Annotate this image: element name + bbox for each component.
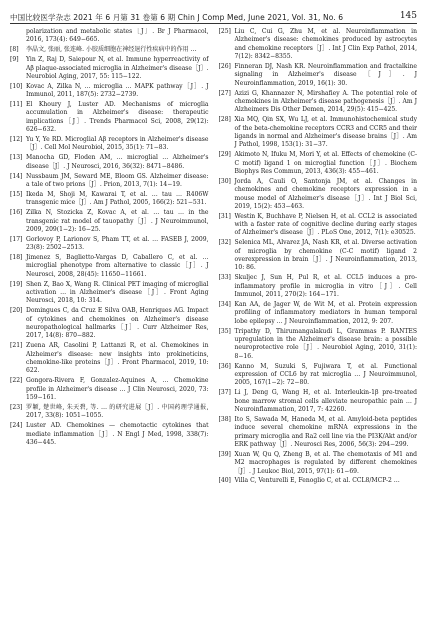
reference-number: [21] <box>10 342 23 350</box>
reference-number: [40] <box>218 477 231 485</box>
reference-number: [26] <box>218 62 231 70</box>
reference-number: [19] <box>10 280 23 288</box>
reference-entry <box>219 63 418 88</box>
reference-text: Tripathy D, Thirumangalakudi L, Grammas P. RANTES upregulation in the Alzheimer's disease brain: a possible neuroprotective role［J］. Neurobiol Aging, 2010, 31(1): 8−16. <box>234 327 417 360</box>
reference-entry <box>10 404 209 421</box>
reference-entry <box>10 236 209 253</box>
reference-number: [20] <box>10 307 23 315</box>
reference-text: Xia MQ, Qin SX, Wu LJ, et al. Immunohistochemical study of the beta-chemokine receptors CCR3 and CCR5 and their ligands in normal and Alzheimer's disease brains［J］. Am J Pathol, 1998, 153(1): 31−37. <box>234 116 417 149</box>
reference-text: Yu Y, Ye RD. Microglial Aβ receptors in Alzheimer's disease［J］. Cell Mol Neurobiol, 2015, 35(1): 71−83. <box>26 136 209 152</box>
reference-entry <box>219 301 418 326</box>
header-rule <box>10 23 417 24</box>
reference-number: [15] <box>10 190 23 198</box>
reference-text: 罗颖, 楚世峰, 朱天碧, 等. … 的研究进展［J］. 中国药理学通报, 2017, 33(8): 1051−1055. <box>26 403 209 420</box>
reference-entry <box>219 178 418 211</box>
reference-number: [16] <box>10 209 23 217</box>
reference-number: [22] <box>10 377 23 385</box>
reference-entry <box>219 416 418 449</box>
reference-entry <box>10 377 209 402</box>
reference-number: [28] <box>218 116 231 124</box>
reference-number: [23] <box>10 403 23 411</box>
reference-text: Domingues C, da Cruz E Silva OAB, Henriques AG. Impact of cytokines and chemokines on Alzheimer's disease neuropathological hallmarks［J］. Curr Alzheimer Res, 2017, 14(8): 870−882. <box>26 307 209 340</box>
reference-text: 李晶文, 张丽, 张连峰. 小胶质细胞在神经退行性疾病中的作用 … <box>26 46 197 54</box>
reference-text: Jorda A, Cauli O, Santonja JM, et al. Changes in chemokines and chemokine receptors expression in a mouse model of Alzheimer's disease［J］. Int J Biol Sci, 2019, 15(2): 453−463. <box>234 177 417 210</box>
reference-text: Kovac A, Zilka N, … microglia … MAPK pathway［J］. J Immunol, 2011, 187(5): 2732−2739. <box>26 82 209 99</box>
reference-number: [34] <box>218 301 231 308</box>
reference-number: [36] <box>218 362 231 370</box>
reference-entry <box>10 254 209 279</box>
reference-entry <box>10 83 209 100</box>
reference-number: [10] <box>10 82 23 90</box>
reference-entry <box>10 173 209 190</box>
reference-number: [11] <box>10 101 23 109</box>
reference-entry <box>10 209 209 234</box>
reference-text: Kanno M, Suzuki S, Fujiwara T, et al. Functional expression of CCL6 by rat microglia … J Neuroimmunol, 2005, 167(1−2): 72−80. <box>234 362 417 387</box>
page-number: 145 <box>399 11 417 21</box>
reference-text: Westin K, Buchhave P, Nielsen H, et al. CCL2 is associated with a faster rate of cognitive decline during early stages of Alzheimer's disease［J］. PLoS One, 2012, 7(1): e30525. <box>234 212 417 237</box>
reference-entry <box>10 101 209 134</box>
reference-entry <box>219 389 418 414</box>
reference-text: Nussbaum JM, Seward ME, Bloom GS. Alzheimer disease: a tale of two prions［J］. Prion, 2013, 7(1): 14−19. <box>26 172 209 188</box>
reference-number: [18] <box>10 254 23 262</box>
reference-entry <box>10 191 209 208</box>
reference-number: [9] <box>10 56 19 64</box>
reference-entry <box>10 422 209 447</box>
reference-entry <box>219 239 418 272</box>
reference-entry <box>219 213 418 238</box>
reference-number: [37] <box>218 389 231 397</box>
reference-entry <box>219 274 418 299</box>
reference-number: [35] <box>218 327 231 335</box>
reference-text: Li J, Deng G, Wang H, et al. Interleukin-1β pre-treated bone marrow stromal cells alleviate neuropathic pain … J Neuroinflammation, 2017, 7: 42260. <box>234 389 417 413</box>
reference-entry <box>10 56 209 81</box>
reference-number: [33] <box>218 274 231 282</box>
reference-continuation <box>10 28 209 45</box>
right-column <box>219 28 418 619</box>
reference-entry <box>10 281 209 306</box>
reference-text: Liu C, Cui G, Zhu M, et al. Neuroinflammation in Alzheimer's disease: chemokines produced by astrocytes and chemokine receptors［J］. Int J Clin Exp Pathol, 2014, 7(12): 8342−8355. <box>234 28 417 61</box>
reference-text: Shen Z, Bao X, Wang R. Clinical PET imaging of microglial activation … in Alzheimer's disease［J］. Front Aging Neurosci, 2018, 10: 314. <box>26 280 209 305</box>
left-column <box>10 28 209 619</box>
reference-text: Luster AD. Chemokines — chemotactic cytokines that mediate inflammation［J］. N Engl J Med, 1998, 338(7): 436−445. <box>26 422 209 446</box>
reference-text: Akimoto N, Ifuku M, Mori Y, et al. Effects of chemokine (C-C motif) ligand 1 on microglial function［J］. Biochem Biophys Res Commun, 2013, 436(3): 455−461. <box>234 151 417 175</box>
reference-entry <box>219 451 418 476</box>
reference-text: Jimenez S, Baglietto-Vargas D, Caballero C, et al. … microglial phenotype from alternative to classic［J］. J Neurosci, 2008, 28(45): 11650−11661. <box>26 254 209 278</box>
reference-entry <box>219 28 418 61</box>
reference-entry <box>10 154 209 171</box>
reference-entry <box>10 136 209 153</box>
reference-entry <box>219 116 418 149</box>
reference-text: Kan AA, de Jager W, de Wit M, et al. Protein expression profiling of inflammatory mediators in human temporal lobe epilepsy … J Neuroinflammation, 2012, 9: 207. <box>234 301 417 325</box>
reference-number: [12] <box>10 136 23 144</box>
reference-text: Gorlovoy P, Larionov S, Pham TT, et al. … FASEB J, 2009, 23(8): 2502−2513. <box>26 235 209 252</box>
reference-entry <box>219 90 418 115</box>
reference-number: [14] <box>10 172 23 180</box>
reference-number: [25] <box>218 28 231 35</box>
reference-number: [29] <box>218 151 231 159</box>
reference-entry <box>219 477 418 485</box>
reference-entry <box>10 342 209 375</box>
reference-text: Xuan W, Qu Q, Zheng B, et al. The chemotaxis of M1 and M2 macrophages is regulated by different chemokines［J］. J Leukoc Biol, 2015, 97(1): 61−69. <box>234 450 417 475</box>
reference-number: [31] <box>218 212 231 220</box>
reference-number: [24] <box>10 422 23 430</box>
reference-text: Zilka N, Stozicka Z, Kovac A, et al. … tau … in the transgenic rat model of tauopathy［J］. J Neuroimmunol, 2009, 209(1−2): 16−25. <box>26 209 209 233</box>
reference-text: Zuena AR, Casolini P, Lattanzi R, et al. Chemokines in Alzheimer's disease: new insights into prokineticins, chemokine-like proteins［J］. Front Pharmacol, 2019, 10: 622. <box>26 342 209 375</box>
reference-text: Ito S, Sawada M, Haneda M, et al. Amyloid-beta peptides induce several chemokine mRNA expressions in the primary microglia and Ra2 cell line via the PI3K/Akt and/or ERK pathway［J］. Neurosci Res, 2006, 56(3): 294−299. <box>234 415 417 448</box>
reference-entry <box>219 151 418 176</box>
reference-entry <box>219 363 418 388</box>
reference-text: Azizi G, Khannazer N, Mirshafiey A. The potential role of chemokines in Alzheimer's disease pathogenesis［J］. Am J Alzheimers Dis Other Demen, 2014, 29(5): 415−425. <box>234 89 417 114</box>
reference-entry <box>219 328 418 361</box>
running-header <box>10 7 417 21</box>
reference-number: [39] <box>218 450 231 458</box>
reference-number: [32] <box>218 239 231 247</box>
journal-citation: 中国比较医学杂志 2021 年 6 月第 31 卷第 6 期 Chin J Comp Med, June 2021, Vol. 31, No. 6 <box>10 12 344 22</box>
reference-text: Villa C, Venturelli E, Fenoglio C, et al. CCL8/MCP-2 … <box>234 477 400 485</box>
reference-entry <box>10 46 209 54</box>
reference-entry <box>10 307 209 340</box>
reference-number: [13] <box>10 154 23 162</box>
references-body <box>10 28 417 619</box>
reference-text: Manocha GD, Floden AM, … microglial … Alzheimer's disease［J］. J Neurosci, 2016, 36(32): 8471−8486. <box>26 154 209 170</box>
reference-number: [38] <box>218 415 231 423</box>
reference-text: Ikeda M, Shoji M, Kawarai T, et al. … tau … R406W transgenic mice［J］. Am J Pathol, 2005, 166(2): 521−531. <box>26 190 209 207</box>
reference-text: Skuljec J, Sun H, Pul R, et al. CCL5 induces a pro-inflammatory profile in microglia in vitro［J］. Cell Immunol, 2011, 270(2): 164−171. <box>234 274 417 299</box>
reference-text: Gongora-Rivera F, Gonzalez-Aquines A, … Chemokine profile in Alzheimer's disease … J Clin Neurosci, 2020, 73: 159−161. <box>26 377 209 401</box>
reference-text: El Khoury J, Luster AD. Mechanisms of microglia accumulation in Alzheimer's disease: therapeutic implications［J］. Trends Pharmacol Sci, 2008, 29(12): 626−632. <box>26 101 209 134</box>
reference-text: Finneran DJ, Nash KR. Neuroinflammation and fractalkine signaling in Alzheimer's disease［J］. J Neuroinflammation, 2019, 16(1): 30. <box>234 62 417 87</box>
reference-text: polarization and metabolic states［J］. Br J Pharmacol, 2016, 173(4): 649−665. <box>26 28 209 44</box>
reference-number: [8] <box>10 46 19 54</box>
reference-number: [27] <box>218 89 231 97</box>
reference-number: [30] <box>218 177 231 185</box>
reference-text: Yin Z, Raj D, Saiepour N, et al. Immune hyperreactivity of Aβ plaque-associated microglia in Alzheimer's disease［J］. Neurobiol Aging, 2017, 55: 115−122. <box>26 56 209 80</box>
reference-number: [17] <box>10 235 23 243</box>
reference-text: Selenica ML, Alvarez JA, Nash KR, et al. Diverse activation of microglia by chemokine (C-C motif) ligand 2 overexpression in brain［J］. J Neuroinflammation, 2013, 10: 86. <box>234 239 417 272</box>
